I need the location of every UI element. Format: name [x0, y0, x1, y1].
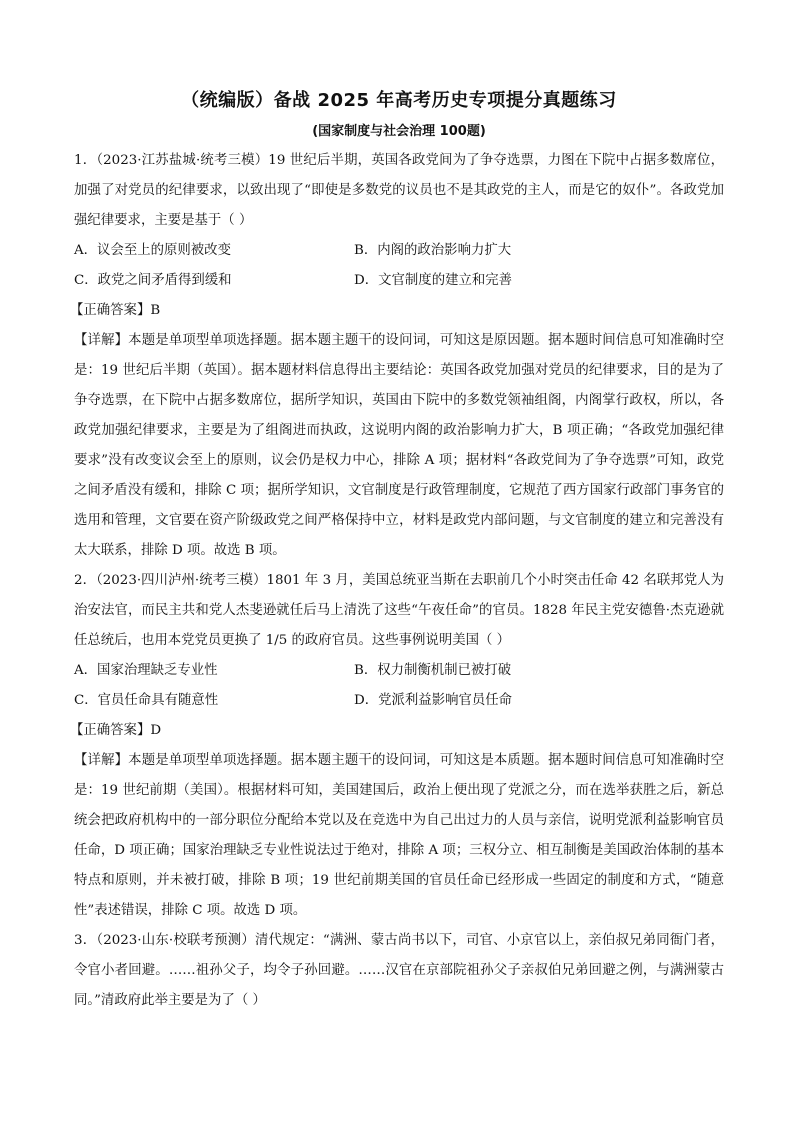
option-d: D．党派利益影响官员任命 [354, 693, 513, 708]
question-stem: 1．（2023·江苏盐城·统考三模）19 世纪后半期，英国各政党间为了争夺选票，力图在下院中占据多数席位，加强了对党员的纪律要求，以致出现了“即使是多数党的议员也不是其政党的主人，而是它的奴仆”。各政党加强纪律要求，主要是基于（ ） [74, 153, 724, 228]
document-title: （统编版）备战 2025 年高考历史专项提分真题练习 [181, 90, 617, 111]
option-d: D．文官制度的建立和完善 [354, 273, 513, 288]
option-a: A．国家治理缺乏专业性 [74, 663, 218, 678]
question-options [74, 236, 724, 296]
answer-explanation: 【详解】本题是单项型单项选择题。据本题主题干的设问词，可知这是原因题。据本题时间信息可知准确时空是：19 世纪后半期（英国）。据本题材料信息得出主要结论：英国各政党加强对党员的纪律要求，目的是为了争夺选票，在下院中占据多数席位，据所学知识，英国由下院中的多数党领袖组阁，内阁掌行政权，所以，各政党加强纪律要求，主要是为了组阁进而执政，这说明内阁的政治影响力扩大，B 项正确；“各政党加强纪律要求”没有改变议会至上的原则，议会仍是权力中心，排除 A 项；据材料“各政党间为了争夺选票”可知，政党之间矛盾没有缓和，排除 C 项；据所学知识，文官制度是行政管理制度，它规范了西方国家行政部门事务官的选用和管理，文官要在资产阶级政党之间严格保持中立，材料是政党内部问题，与文官制度的建立和完善没有太大联系，排除 D 项。故选 B 项。 [74, 333, 724, 558]
answer-explanation: 【详解】本题是单项型单项选择题。据本题主题干的设问词，可知这是本质题。据本题时间信息可知准确时空是：19 世纪前期（美国）。根据材料可知，美国建国后，政治上便出现了党派之分，而在选举获胜之后，新总统会把政府机构中的一部分职位分配给本党以及在竞选中为自己出过力的人员与亲信，说明党派利益影响官员任命，D 项正确；国家治理缺乏专业性说法过于绝对，排除 A 项；三权分立、相互制衡是美国政治体制的基本特点和原则，并未被打破，排除 B 项；19 世纪前期美国的官员任命已经形成一些固定的制度和方式，“随意性”表述错误，排除 C 项。故选 D 项。 [74, 753, 724, 918]
question-stem: 2．（2023·四川泸州·统考三模）1801 年 3 月，美国总统亚当斯在去职前几个小时突击任命 42 名联邦党人为治安法官，而民主共和党人杰斐逊就任后马上清洗了这些“午夜任命”的官员。1828 年民主党安德鲁·杰克逊就任总统后，也用本党党员更换了 1/5 的政府官员。这些事例说明美国（ ） [74, 573, 724, 648]
option-c: C．官员任命具有随意性 [74, 693, 219, 708]
correct-answer: 【正确答案】D [70, 723, 162, 738]
question-2 [70, 566, 724, 926]
question-stem: 3．（2023·山东·校联考预测）清代规定：“满洲、蒙古尚书以下，司官、小京官以上，亲伯叔兄弟同衙门者，令官小者回避。……祖孙父子，均令子孙回避。……汉官在京部院祖孙父子亲叔伯兄弟回避之例，与满洲蒙古同。”清政府此举主要是为了（ ） [74, 933, 724, 1008]
correct-answer: 【正确答案】B [70, 303, 161, 318]
option-c: C．政党之间矛盾得到缓和 [74, 273, 232, 288]
option-b: B．内阁的政治影响力扩大 [354, 243, 512, 258]
question-3 [74, 926, 724, 1016]
question-options [74, 656, 724, 716]
option-a: A．议会至上的原则被改变 [74, 243, 231, 258]
document-subtitle: (国家制度与社会治理 100题) [312, 124, 486, 139]
option-b: B．权力制衡机制已被打破 [354, 663, 512, 678]
question-1 [70, 146, 724, 566]
